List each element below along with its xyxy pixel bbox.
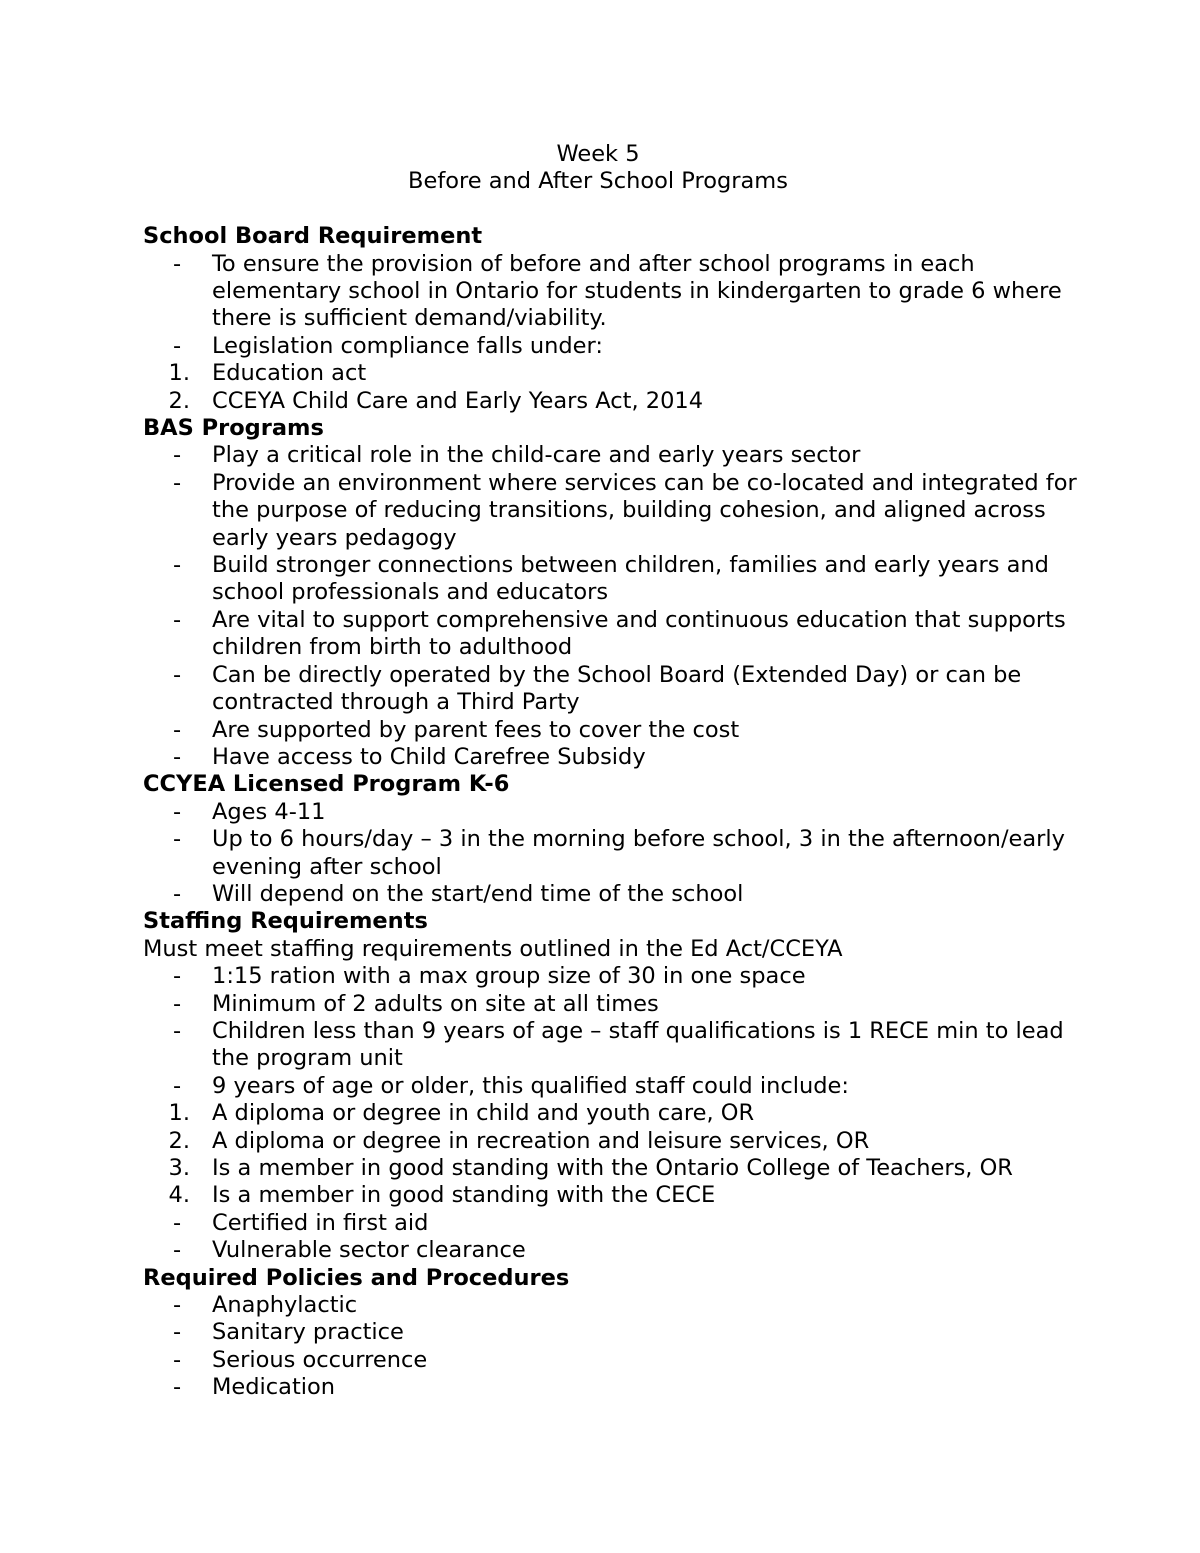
list-item [143, 1155, 1083, 1182]
list-item [143, 1073, 1083, 1100]
list-item [143, 963, 1083, 990]
list-item-text: Anaphylactic [212, 1292, 358, 1319]
list-item [143, 1319, 1083, 1346]
bullet-dash: - [173, 798, 182, 825]
document-subtitle: Before and After School Programs [408, 168, 788, 195]
section-heading: Staffing Requirements [143, 908, 428, 935]
bullet-dash: - [173, 743, 182, 770]
list-item-text: Have access to Child Carefree Subsidy [212, 743, 646, 770]
document-title: Week 5 [556, 141, 640, 167]
list-item-text: Will depend on the start/end time of the school [212, 880, 744, 907]
bullet-dash: - [173, 1209, 182, 1236]
list-item-text: Are vital to support comprehensive and continuous education that supports children from birth to adulthood [212, 606, 1066, 661]
bullet-dash: - [173, 716, 182, 743]
list-item [143, 991, 1083, 1018]
list-item [143, 826, 1083, 881]
list-item-text: Sanitary practice [212, 1319, 404, 1346]
bullet-dash: - [173, 332, 182, 359]
section [143, 771, 1083, 908]
list-item [143, 607, 1083, 662]
bullet-dash: - [173, 1237, 182, 1264]
list-number: 2. [168, 1127, 190, 1154]
list-number: 3. [168, 1155, 190, 1182]
list-item-text: Provide an environment where services can be co-located and integrated for the purpose of reducing transitions, building cohesion, and aligned across early years pedagogy [212, 469, 1077, 551]
list-item [143, 1100, 1083, 1127]
section-heading: CCYEA Licensed Program K-6 [143, 771, 510, 798]
bullet-dash: - [173, 1072, 182, 1099]
section [143, 908, 1083, 1264]
list-item [143, 1128, 1083, 1155]
list-item-text: Certified in first aid [212, 1209, 429, 1236]
list-item-text: 1:15 ration with a max group size of 30 in one space [212, 963, 806, 990]
list-number: 4. [168, 1182, 190, 1209]
bullet-dash: - [173, 990, 182, 1017]
bullet-dash: - [173, 250, 182, 277]
list-number: 1. [168, 360, 190, 387]
list-item [143, 717, 1083, 744]
bullet-dash: - [173, 1346, 182, 1373]
bullet-dash: - [173, 1319, 182, 1346]
list-item-text: Children less than 9 years of age – staff qualifications is 1 RECE min to lead the program unit [212, 1017, 1064, 1072]
bullet-dash: - [173, 552, 182, 579]
sections-container [143, 223, 1083, 1401]
list-item-text: Can be directly operated by the School Board (Extended Day) or can be contracted through a Third Party [212, 661, 1022, 716]
document-title-block [143, 141, 1053, 196]
document-body [143, 141, 1083, 1402]
list-number: 1. [168, 1100, 190, 1127]
list-item [143, 1374, 1083, 1401]
list-item [143, 1347, 1083, 1374]
list-item-text: 9 years of age or older, this qualified staff could include: [212, 1072, 849, 1099]
list-item-text: Ages 4-11 [212, 798, 326, 825]
section-heading: Required Policies and Procedures [143, 1264, 570, 1291]
list-item-text: To ensure the provision of before and after school programs in each elementary school in Ontario for students in kindergarten to grade 6 where there is sufficient demand/viability. [212, 250, 1062, 332]
list-item-text: Legislation compliance falls under: [212, 332, 603, 359]
bullet-dash: - [173, 1292, 182, 1319]
list-item-text: Build stronger connections between children, families and early years and school professionals and educators [212, 552, 1049, 606]
list-item [143, 1182, 1083, 1209]
list-number: 2. [168, 387, 190, 414]
bullet-dash: - [173, 1374, 182, 1401]
list-item [143, 744, 1083, 771]
list-item-text: Education act [212, 360, 367, 387]
list-item [143, 333, 1083, 360]
list-item [143, 442, 1083, 469]
bullet-dash: - [173, 606, 182, 633]
section-heading: School Board Requirement [143, 223, 483, 250]
list-item [143, 1292, 1083, 1319]
list-item [143, 388, 1083, 415]
list-item-text: Medication [212, 1374, 336, 1401]
list-item [143, 1018, 1083, 1073]
list-item-text: Vulnerable sector clearance [212, 1237, 526, 1264]
section-heading: BAS Programs [143, 415, 324, 442]
list-item [143, 881, 1083, 908]
list-item [143, 1210, 1083, 1237]
list-item-text: A diploma or degree in recreation and leisure services, OR [212, 1127, 870, 1154]
bullet-dash: - [173, 469, 182, 496]
bullet-dash: - [173, 963, 182, 990]
list-item-text: Are supported by parent fees to cover the cost [212, 716, 740, 743]
bullet-dash: - [173, 661, 182, 688]
bullet-dash: - [173, 880, 182, 907]
section [143, 223, 1083, 415]
list-item [143, 251, 1083, 333]
bullet-dash: - [173, 826, 182, 853]
list-item-text: Play a critical role in the child-care and early years sector [212, 442, 861, 469]
section [143, 1265, 1083, 1402]
section-intro: Must meet staffing requirements outlined in the Ed Act/CCEYA [143, 935, 843, 962]
list-item [143, 552, 1083, 607]
list-item-text: Is a member in good standing with the CECE [212, 1182, 716, 1209]
list-item-text: Up to 6 hours/day – 3 in the morning before school, 3 in the afternoon/early evening after school [212, 826, 1065, 880]
bullet-dash: - [173, 1017, 182, 1044]
list-item-text: Serious occurrence [212, 1346, 428, 1373]
list-item [143, 662, 1083, 717]
list-item-text: CCEYA Child Care and Early Years Act, 2014 [212, 387, 704, 414]
list-item [143, 1237, 1083, 1264]
list-item-text: Minimum of 2 adults on site at all times [212, 990, 659, 1017]
list-item-text: Is a member in good standing with the Ontario College of Teachers, OR [212, 1155, 1013, 1182]
list-item-text: A diploma or degree in child and youth care, OR [212, 1100, 755, 1127]
section [143, 415, 1083, 771]
bullet-dash: - [173, 442, 182, 469]
list-item [143, 360, 1083, 387]
list-item [143, 470, 1083, 552]
spacer [143, 196, 1083, 223]
list-item [143, 799, 1083, 826]
